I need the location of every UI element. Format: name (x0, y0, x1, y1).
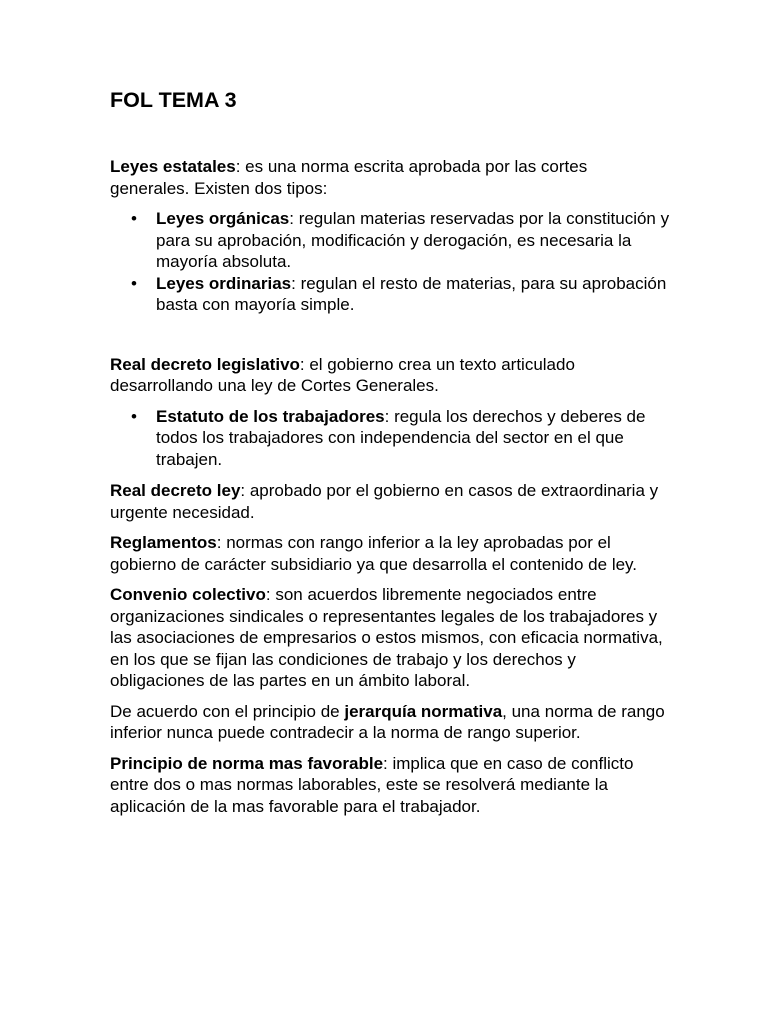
paragraph-real-decreto-legislativo (110, 354, 670, 397)
term-leyes-estatales: Leyes estatales (110, 157, 236, 176)
list-item-leyes-ordinarias (131, 273, 670, 316)
term-leyes-ordinarias: Leyes ordinarias (156, 273, 292, 293)
paragraph-jerarquia-normativa (110, 701, 670, 744)
term-principio-favorable: Principio de norma mas favorable (110, 753, 384, 773)
text-leyes-estatales: : es una norma escrita aprobada por las cortes generales. Existen dos tipos: (110, 157, 588, 198)
term-jerarquia-normativa: jerarquía normativa (344, 701, 503, 721)
term-reglamentos: Reglamentos (110, 533, 217, 552)
document-title: FOL TEMA 3 (110, 88, 237, 112)
document-body (110, 86, 670, 826)
bullet-icon: • (131, 209, 137, 228)
paragraph-leyes-estatales (110, 156, 670, 199)
term-estatuto-trabajadores: Estatuto de los trabajadores (156, 406, 385, 426)
text-jerarquia-before: De acuerdo con el principio de (110, 701, 345, 721)
text-real-decreto-legislativo: : el gobierno crea un texto articulado desarrollando una ley de Cortes Generales. (110, 354, 575, 395)
term-real-decreto-ley: Real decreto ley (110, 481, 241, 500)
spacer (110, 470, 670, 480)
list-item-leyes-organicas (131, 208, 670, 273)
text-estatuto-trabajadores: : regula los derechos y deberes de todos los trabajadores con independencia del sector en el que trabajen. (156, 406, 646, 469)
term-leyes-organicas: Leyes orgánicas (156, 209, 290, 228)
paragraph-real-decreto-ley (110, 480, 670, 523)
bullet-icon: • (131, 406, 137, 426)
paragraph-convenio-colectivo (110, 584, 670, 692)
text-principio-favorable: : implica que en caso de conflicto entre dos o mas normas laborables, este se resolverá mediante la aplicación de la mas favorable para el trabajador. (110, 753, 634, 816)
list-estatuto (110, 406, 670, 471)
text-real-decreto-ley: : aprobado por el gobierno en casos de extraordinaria y urgente necesidad. (110, 481, 659, 522)
paragraph-principio-favorable (110, 753, 670, 818)
list-item-estatuto-trabajadores (131, 406, 670, 471)
bullet-icon: • (131, 273, 137, 293)
text-jerarquia-after: , una norma de rango inferior nunca puede contradecir a la norma de rango superior. (110, 701, 665, 742)
text-convenio-colectivo: : son acuerdos libremente negociados entre organizaciones sindicales o representantes legales de los trabajadores y las asociaciones de empresarios o estos mismos, con eficacia normativa, en los que se fijan las condiciones de trabajo y los derechos y obligaciones de las partes en un ámbito laboral. (110, 585, 663, 690)
list-tipos-leyes (110, 208, 670, 316)
text-reglamentos: : normas con rango inferior a la ley aprobadas por el gobierno de carácter subsidiario ya que desarrolla el contenido de ley. (110, 533, 638, 574)
term-convenio-colectivo: Convenio colectivo (110, 585, 266, 604)
spacer (110, 316, 670, 354)
term-real-decreto-legislativo: Real decreto legislativo (110, 354, 300, 374)
text-leyes-organicas: : regulan materias reservadas por la constitución y para su aprobación, modificación y derogación, es necesaria la mayoría absoluta. (156, 209, 670, 271)
paragraph-reglamentos (110, 532, 670, 575)
text-leyes-ordinarias: : regulan el resto de materias, para su aprobación basta con mayoría simple. (156, 273, 667, 314)
